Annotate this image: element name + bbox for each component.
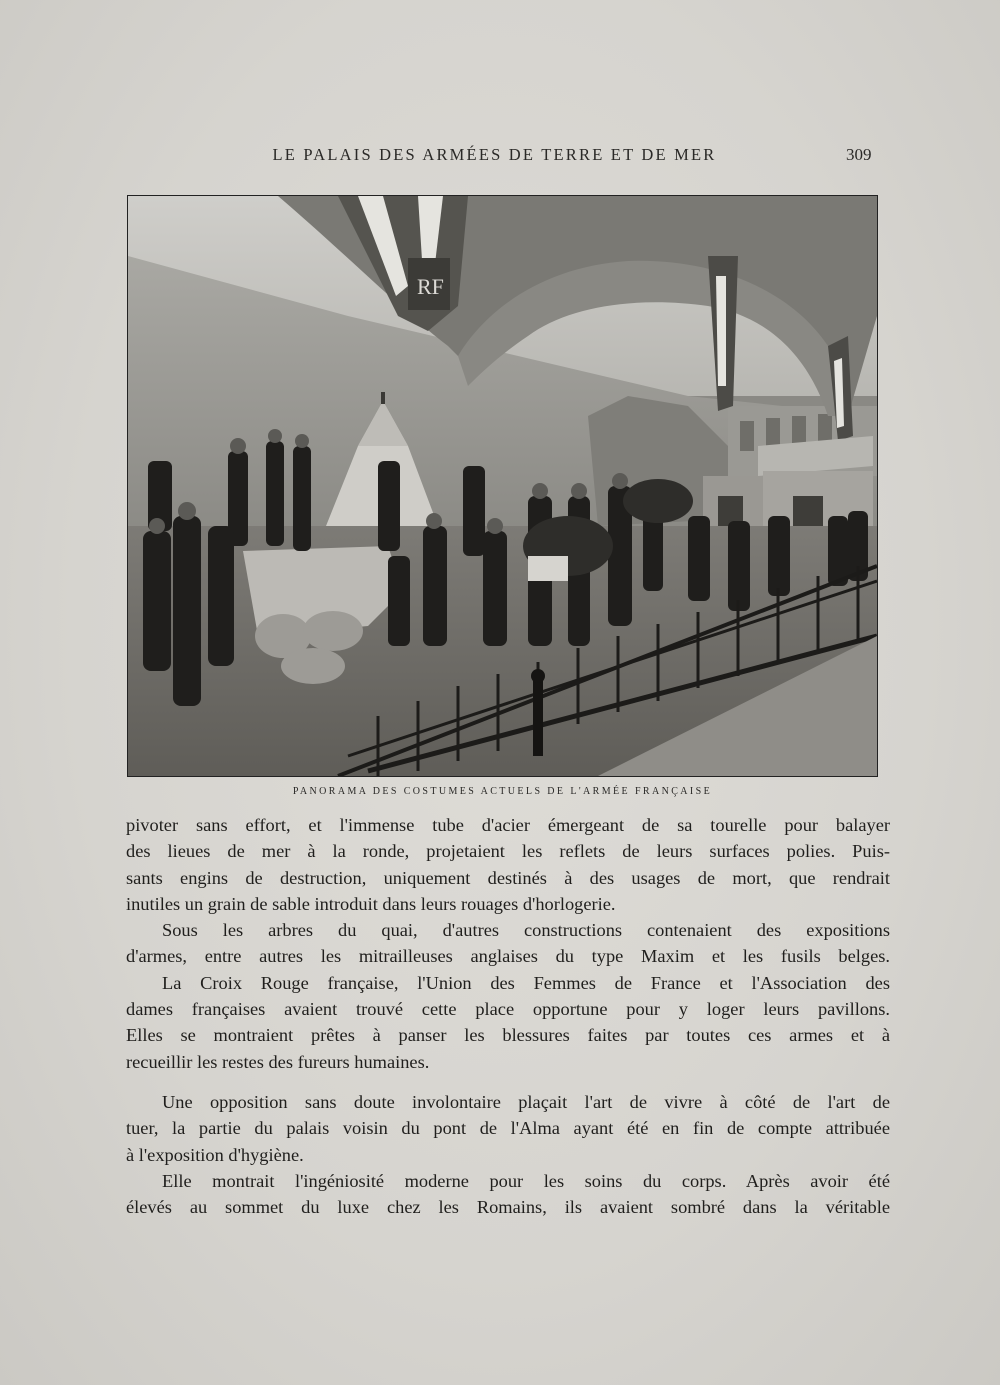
paragraph xyxy=(126,1089,890,1168)
text-line: Elle montrait l'ingéniosité moderne pour les soins du corps. Après avoir été xyxy=(162,1170,890,1191)
paragraph xyxy=(126,917,890,970)
text-line: inutiles un grain de sable introduit dans leurs rouages d'horlogerie. xyxy=(126,893,616,914)
panorama-photograph xyxy=(127,195,878,777)
figure-caption: PANORAMA DES COSTUMES ACTUELS DE L'ARMÉE FRANÇAISE xyxy=(292,786,713,797)
paragraph xyxy=(126,970,890,1075)
rf-monogram: RF xyxy=(417,274,444,299)
paragraph xyxy=(126,1168,890,1221)
running-title: LE PALAIS DES ARMÉES DE TERRE ET DE MER xyxy=(272,145,717,164)
text-line: d'armes, entre autres les mitrailleuses anglaises du type Maxim et les fusils belges. xyxy=(126,946,890,967)
text-line: recueillir les restes des fureurs humaines. xyxy=(126,1051,430,1072)
text-line: dames françaises avaient trouvé cette place opportune pour y loger leurs pavillons. xyxy=(126,999,890,1020)
text-line: Une opposition sans doute involontaire plaçait l'art de vivre à côté de l'art de xyxy=(162,1091,890,1112)
text-line: des lieues de mer à la ronde, projetaient les reflets de leurs surfaces polies. Puis- xyxy=(126,841,890,862)
text-line: pivoter sans effort, et l'immense tube d'acier émergeant de sa tourelle pour balayer xyxy=(126,815,890,835)
paragraph xyxy=(126,812,890,917)
text-line: élevés au sommet du luxe chez les Romains, ils avaient sombré dans la véritable xyxy=(126,1197,890,1218)
text-line: Sous les arbres du quai, d'autres constructions contenaient des expositions xyxy=(162,920,890,941)
text-line: tuer, la partie du palais voisin du pont de l'Alma ayant été en fin de compte attribuée xyxy=(126,1118,890,1139)
text-line: à l'exposition d'hygiène. xyxy=(126,1144,304,1165)
text-line: Elles se montraient prêtes à panser les blessures faites par toutes ces armes et à xyxy=(126,1025,890,1046)
text-line: La Croix Rouge française, l'Union des Femmes de France et l'Association des xyxy=(162,972,890,993)
ground-flag xyxy=(528,556,568,581)
body-text xyxy=(126,812,890,1220)
railing-main-post xyxy=(533,676,543,756)
page-number: 309 xyxy=(846,145,872,164)
text-line: sants engins de destruction, uniquement destinés à des usages de mort, que rendrait xyxy=(126,867,890,888)
